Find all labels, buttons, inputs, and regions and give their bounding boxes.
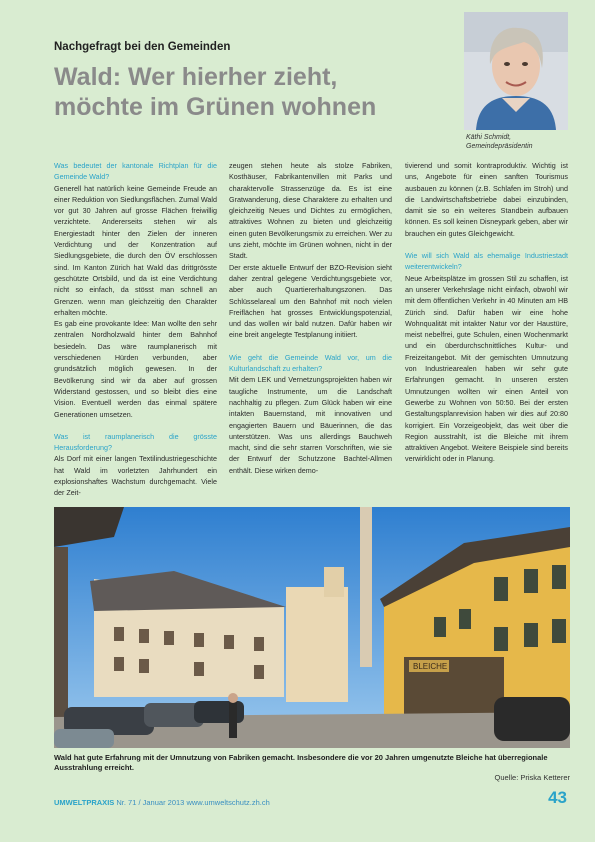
- column-1: [54, 160, 217, 499]
- headline-line-1: Wald: Wer hierher zieht,: [54, 63, 338, 91]
- paragraph: Als Dorf mit einer langen Textilindustriegeschichte hat Wald im vorletzten Jahrhundert ein explosionshaftes Wachstum durchgemacht. Viele der Zeit-: [54, 454, 217, 498]
- footer-issue: Nr. 71 / Januar 2013: [116, 798, 185, 807]
- paragraph: Der erste aktuelle Entwurf der BZO-Revision sieht daher zentral gelegene Verdichtungsgebiete vor, aber auch Quartiererhaltungszonen. Das Schlüsselareal um den Bahnhof mit noch vielen Freiflächen hat grosses Entwicklungspotenzial, und das wollen wir bald nutzen. Dafür haben wir eine breit angelegte Testplanung initiiert.: [229, 262, 392, 340]
- footer-brand: UMWELTPRAXIS: [54, 798, 115, 807]
- footer: [54, 798, 270, 807]
- portrait-photo: [464, 12, 568, 130]
- column-2: [229, 160, 392, 476]
- paragraph: Es gab eine provokante Idee: Man wollte den sehr zentralen Nordholzwald hinter dem Bahnhof besiedeln. Das wäre raumplanerisch mit verschiedenen Hürden verbunden, aber grundsätzlich möglich gewesen. In der Bevölkerung sind wir da aber auf grossen Widerstand gestossen, und so bleibt dies eine Vision. Eventuell werden das einmal spätere Generationen umsetzen.: [54, 319, 217, 419]
- article-body: [54, 160, 570, 500]
- headline: [54, 62, 454, 122]
- photo-caption: Wald hat gute Erfahrung mit der Umnutzung von Fabriken gemacht. Insbesondere die vor 20 Jahren umgenutzte Bleiche hat überregionale Ausstrahlung erreicht.: [54, 753, 548, 772]
- paragraph: Neue Arbeitsplätze im grossen Stil zu schaffen, ist an unserer Verkehrslage nicht einfach, obwohl wir mit dem öffentlichen Verkehr in 40 Minuten am HB Zürich sind. Dafür haben wir eine hohe Wohnqualität mit intakter Natur vor der Haustüre, meist nebelfrei, gute Schulen, einen Wochenmarkt und ein überdurchschnittliches Kultur- und Freizeitangebot. Mit der gemischten Umnutzung von Industriearealen haben wir sehr gute Erfahrungen gemacht. In unseren ersten Umnutzungen wollten wir einen Anteil von Gewerbe zu Wohnen von 50:50. Bei der ersten Gestaltungsplanrevision haben wir dies auf 20:80 korrigiert. Ein Vorzeigeobjekt, das weit über die Region ausstrahlt, ist die Bleiche mit ihrem attraktiven Angebot. Weitere Beispiele sind bereits verwirklicht oder in Planung.: [405, 273, 568, 464]
- headline-line-2: möchte im Grünen wohnen: [54, 93, 377, 121]
- photo-credit: Quelle: Priska Ketterer: [494, 773, 570, 782]
- paragraph: tivierend und somit kontraproduktiv. Wichtig ist uns, Angebote für einen sanften Tourismus ausbauen zu können (z.B. Schlafen im Stroh) und die Landwirtschaftsbetriebe dabei einzubinden, damit sie so ein weiteres Standbein aufbauen können. Es soll keinen Disneypark geben, aber wir brauchen ein gutes Gleichgewicht.: [405, 161, 568, 238]
- street-photo: [54, 507, 570, 748]
- footer-url[interactable]: www.umweltschutz.zh.ch: [186, 798, 270, 807]
- paragraph: Mit dem LEK und Vernetzungsprojekten haben wir taugliche Instrumente, um die Landschaft nachhaltig zu pflegen. Zum Glück haben wir eine intakten Bauernstand, mit innovativen und engagierten Bauern und Bäuerinnen, die das unterstützen. Was uns allerdings Bauchweh macht, sind die sehr starren Vorschriften, wie sie der Entwurf der Schutzzone Bachtel-Allmen enthält. Diese wirken demo-: [229, 375, 392, 475]
- question: Was ist raumplanerisch die grösste Herausforderung?: [54, 431, 217, 453]
- question: Wie geht die Gemeinde Wald vor, um die Kulturlandschaft zu erhalten?: [229, 352, 392, 374]
- question: Wie will sich Wald als ehemalige Industriestadt weiterentwickeln?: [405, 251, 568, 272]
- paragraph: Generell hat natürlich keine Gemeinde Freude an einer Reduktion von Siedlungsflächen. Zumal Wald vor gut 30 Jahren auf grosse Flächen freiwillig verzichtete. Andererseits stehen wir als Energiestadt hinter den Zielen der inneren Verdichtung und der Konzentration auf Siedlungsgebiete, die durch den ÖV erschlossen sind. Im Kanton Zürich hat Wald das drittgrösste geschützte Ortsbild, und da ist eine Verdichtung nicht so einfach, da stösst man schnell an Grenzen. wenn man gleichzeitig den Charakter erhalten möchte.: [54, 183, 217, 317]
- photo-sign: BLEICHE: [413, 662, 448, 671]
- portrait-caption-name: Käthi Schmidt,: [466, 134, 512, 141]
- kicker: Nachgefragt bei den Gemeinden: [54, 41, 231, 53]
- portrait-caption-role: Gemeindepräsidentin: [466, 143, 533, 150]
- question: Was bedeutet der kantonale Richtplan für die Gemeinde Wald?: [54, 161, 217, 182]
- portrait-caption: [466, 133, 533, 151]
- paragraph: zeugen stehen heute als stolze Fabriken, Kosthäuser, Fabrikantenvillen mit Parks und charaktervolle Strassenzüge da. Es ist eine Gratwanderung, diese Charaktere zu erhalten und gleichzeitig Neues und Dichtes zu ermöglichen, attraktives Wohnen zu bieten und gleichzeitig einen guten Bevölkerungsmix zu erreichen. Wer zu uns zieht, möchte im Grünen wohnen, nicht in der Stadt.: [229, 161, 392, 261]
- page-number: 43: [548, 788, 567, 807]
- column-3: [405, 160, 568, 465]
